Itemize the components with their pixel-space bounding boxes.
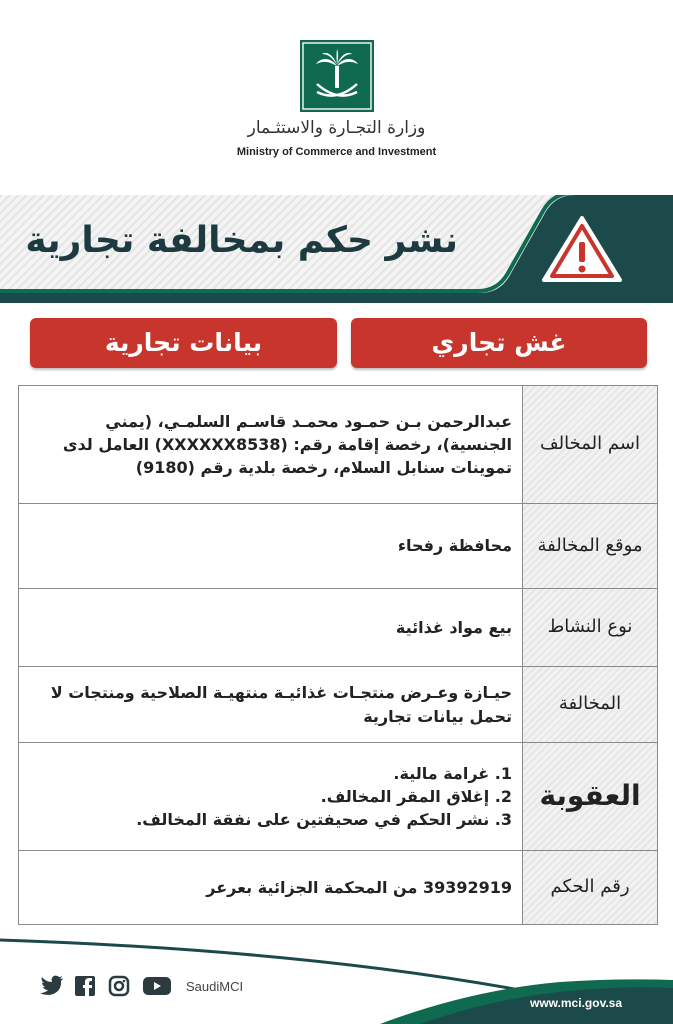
table-row-violator-name [19,386,657,504]
ministry-name-arabic: وزارة التجـارة والاستثـمار [247,118,426,138]
twitter-icon[interactable] [40,975,64,997]
facebook-icon[interactable] [74,975,98,997]
penalty-list [136,762,512,832]
commercial-fraud-badge: غش تجاري [351,318,647,368]
row-value: عبدالرحمن بـن حمـود محمـد قاسـم السلمـي، (يمني الجنسية)، رخصة إقامة رقم: (XXXXXX8538) العامل لدى تموينات سنابل السلام، رخصة بلدية رقم (9180) [62,411,512,478]
violation-details-table [18,385,658,925]
table-row-activity [19,589,657,667]
social-links [40,975,243,997]
list-item: 1. غرامة مالية. [393,763,512,783]
instagram-icon[interactable] [108,975,132,997]
row-value: بيع مواد غذائية [395,617,512,637]
row-label: اسم المخالف [522,386,657,503]
row-value: 39392919 من المحكمة الجزائية بعرعر [206,877,512,897]
row-label: المخالفة [522,667,657,742]
youtube-icon[interactable] [142,975,172,997]
ministry-name-english: Ministry of Commerce and Investment [236,146,437,158]
row-value [19,743,522,850]
row-value: حيـازة وعـرض منتجـات غذائيـة منتهيـة الصلاحية ومنتجات لا تحمل بيانات تجارية [50,683,512,726]
table-row-violation [19,667,657,743]
table-row-verdict-number [19,851,657,924]
social-handle: SaudiMCI [186,978,244,994]
page-title: نشر حكم بمخالفة تجارية [25,220,458,261]
website-url[interactable]: www.mci.gov.sa [530,996,623,1010]
ministry-logo [0,40,673,112]
list-item: 2. إغلاق المقر المخالف. [320,786,512,806]
list-item: 3. نشر الحكم في صحيفتين على نفقة المخالف. [136,810,512,830]
table-row-penalty [19,743,657,851]
row-value: محافظة رفحاء [397,536,512,556]
palm-swords-emblem-icon [300,40,374,112]
warning-triangle-icon [540,212,624,284]
row-label: نوع النشاط [522,589,657,666]
table-row-location [19,504,657,589]
row-label: رقم الحكم [522,851,657,924]
commercial-data-badge: بيانات تجارية [30,318,337,368]
row-label: موقع المخالفة [522,504,657,588]
row-label: العقوبة [522,743,657,850]
